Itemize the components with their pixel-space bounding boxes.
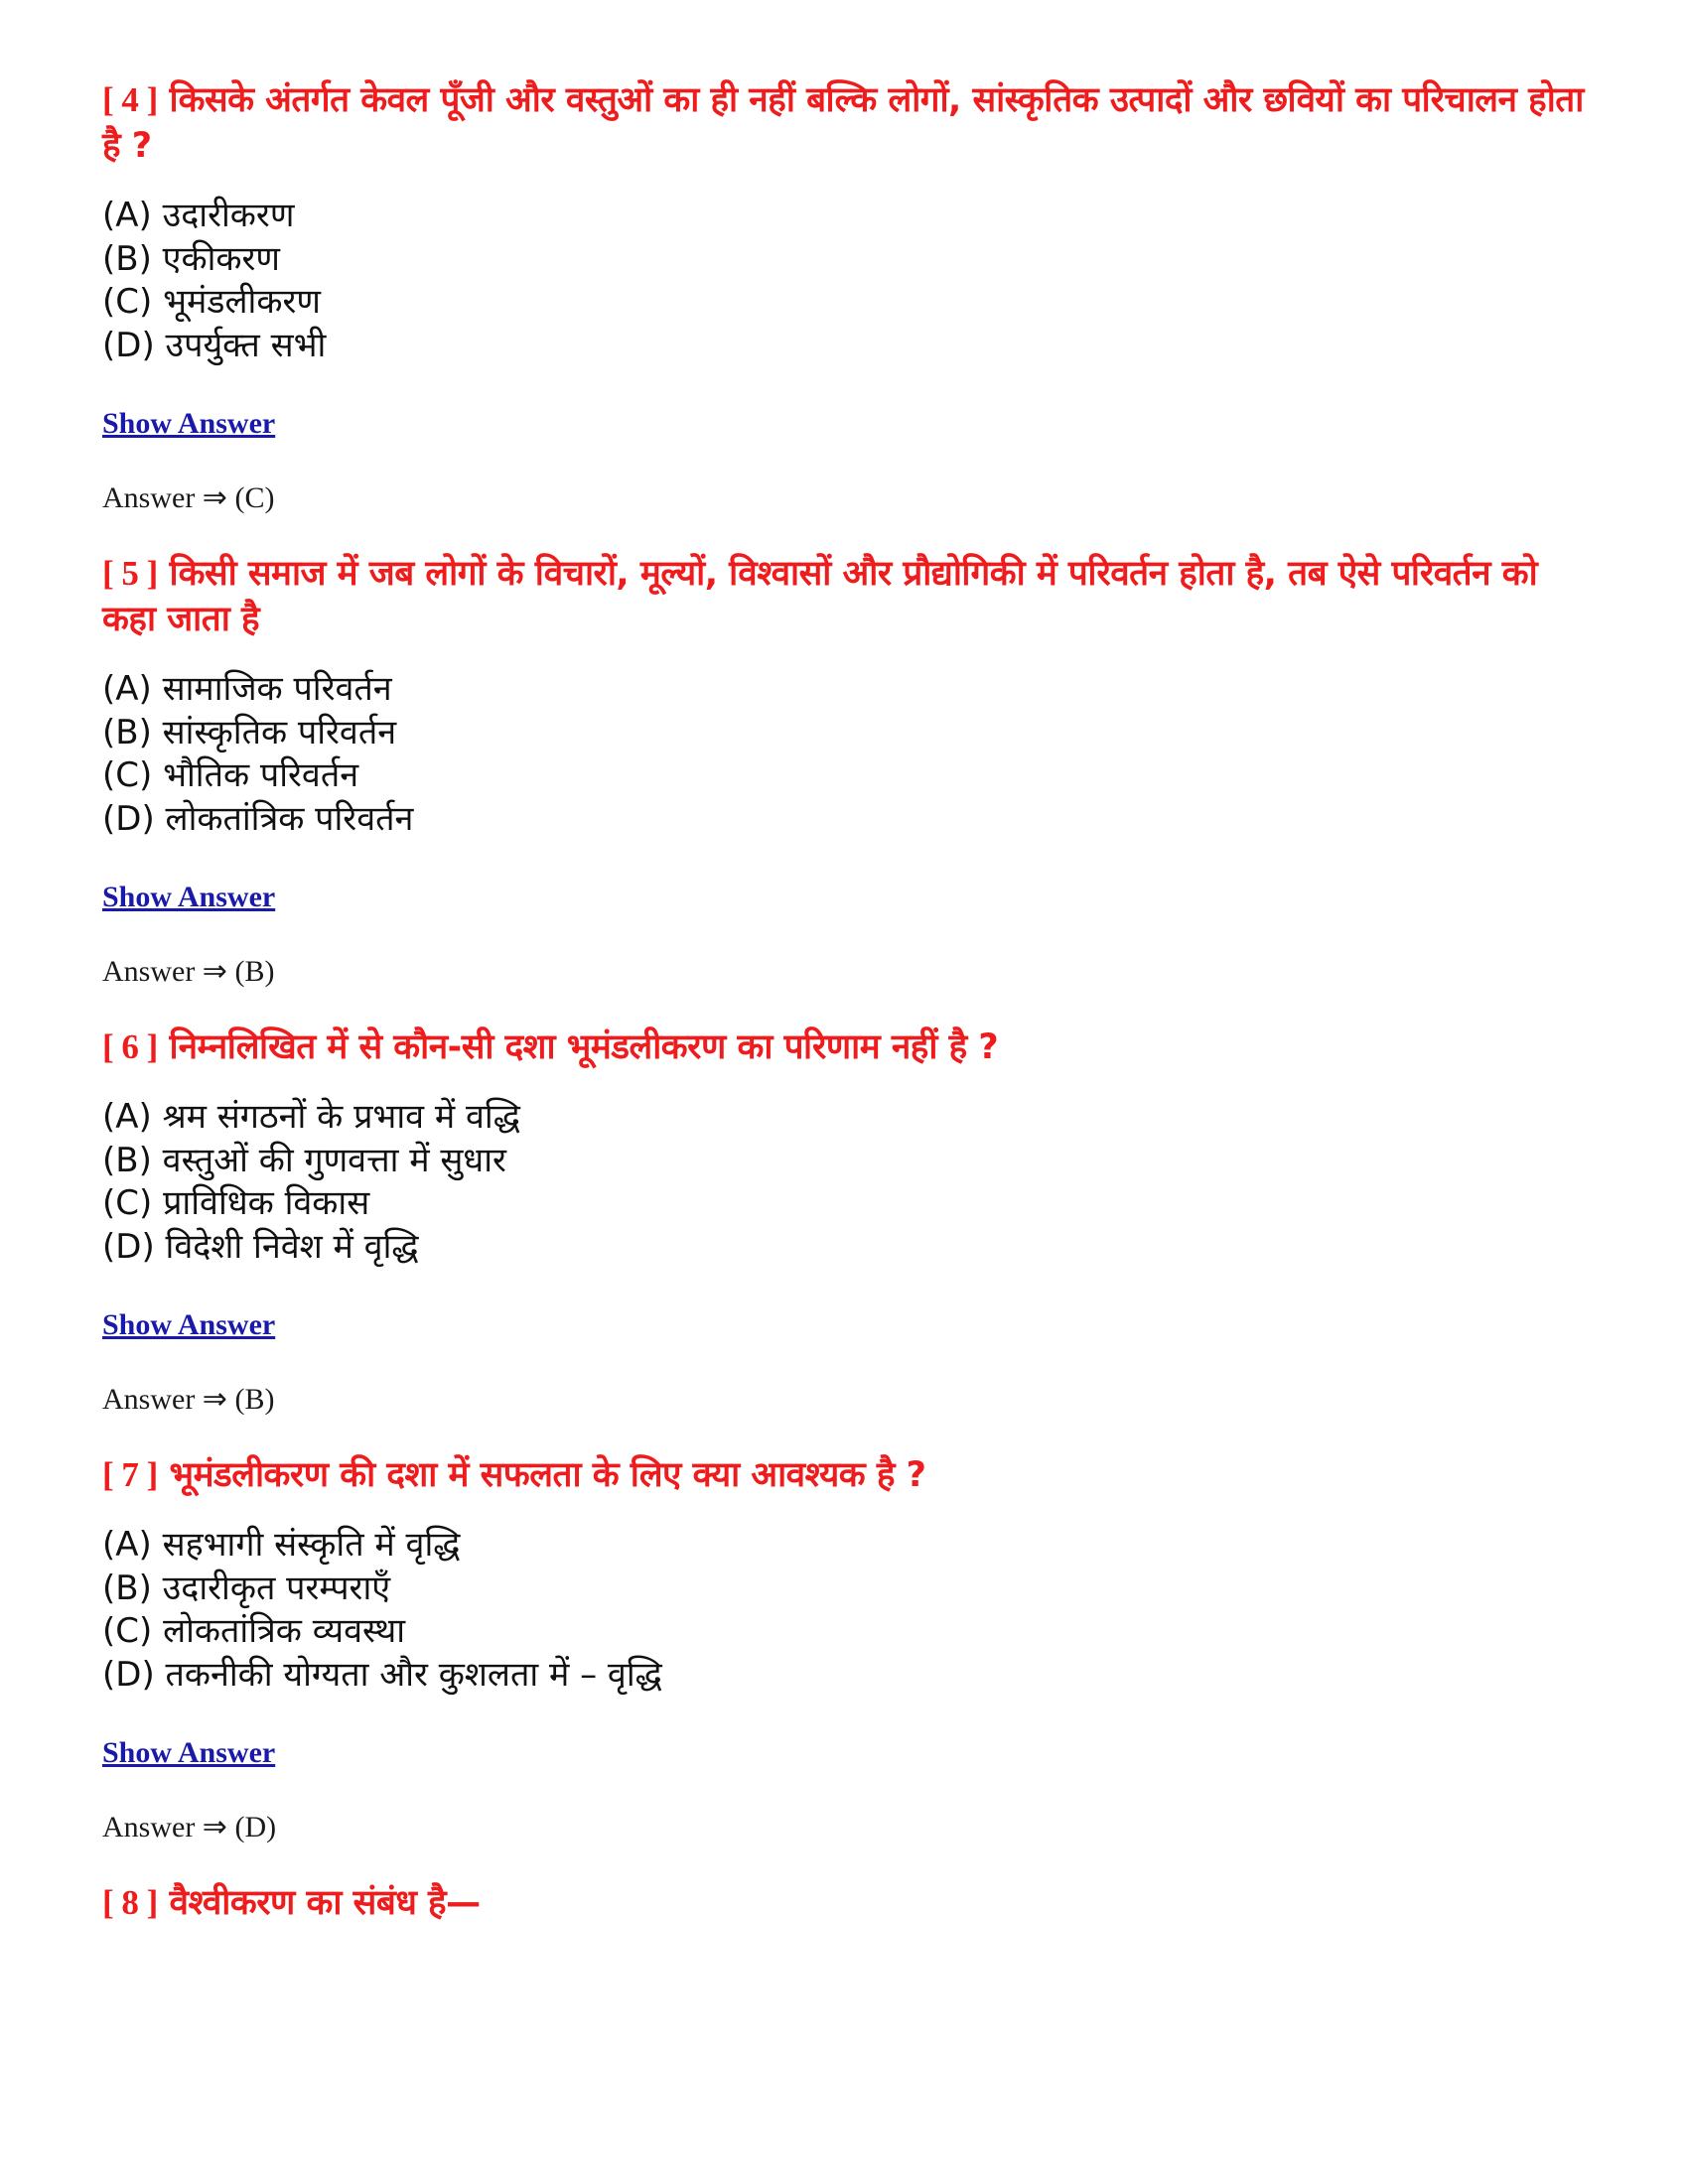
question-number: [ 7 ] (102, 1455, 158, 1494)
option-list (102, 1524, 1592, 1697)
option-b: (B) उदारीकृत परम्पराएँ (102, 1568, 391, 1608)
question-text: वैश्वीकरण का संबंध है— (169, 1883, 481, 1923)
option-list (102, 1096, 1592, 1269)
option-a: (A) सहभागी संस्कृति में वृद्धि (102, 1525, 461, 1565)
show-answer-link[interactable]: Show Answer (102, 407, 276, 440)
show-answer-link[interactable]: Show Answer (102, 1308, 276, 1341)
question-text: किसी समाज में जब लोगों के विचारों, मूल्यों, विश्वासों और प्रौद्योगिकी में परिवर्तन होता है, तब ऐसे परिवर्तन को कहा जाता है (102, 554, 1538, 639)
option-d: (D) विदेशी निवेश में वृद्धि (102, 1226, 419, 1267)
answer-text: Answer ⇒ (B) (102, 1383, 275, 1416)
question-number: [ 6 ] (102, 1027, 158, 1066)
question-title (102, 1880, 1592, 1926)
option-d: (D) लोकतांत्रिक परिवर्तन (102, 798, 414, 839)
option-b: (B) एकीकरण (102, 238, 280, 279)
question-text: किसके अंतर्गत केवल पूँजी और वस्तुओं का ही नहीं बल्कि लोगों, सांस्कृतिक उत्पादों और छवियों का परिचालन होता है ? (102, 80, 1584, 166)
question-number: [ 5 ] (102, 554, 158, 593)
option-a: (A) सामाजिक परिवर्तन (102, 669, 392, 709)
quiz-page (102, 77, 1592, 1952)
answer-text: Answer ⇒ (D) (102, 1811, 277, 1843)
question-title (102, 77, 1592, 169)
question-6 (102, 1024, 1592, 1417)
option-d: (D) तकनीकी योग्यता और कुशलता में – वृद्धि (102, 1654, 662, 1695)
show-answer-link[interactable]: Show Answer (102, 881, 276, 913)
question-4 (102, 77, 1592, 515)
question-text: भूमंडलीकरण की दशा में सफलता के लिए क्या आवश्यक है ? (169, 1455, 926, 1495)
question-number: [ 8 ] (102, 1883, 158, 1922)
show-answer-link[interactable]: Show Answer (102, 1736, 276, 1769)
option-c: (C) लोकतांत्रिक व्यवस्था (102, 1611, 406, 1651)
question-8 (102, 1880, 1592, 1926)
option-d: (D) उपर्युक्त सभी (102, 325, 327, 365)
option-list (102, 668, 1592, 841)
question-5 (102, 551, 1592, 989)
question-title (102, 551, 1592, 642)
question-number: [ 4 ] (102, 80, 158, 119)
option-b: (B) सांस्कृतिक परिवर्तन (102, 712, 397, 752)
option-a: (A) श्रम संगठनों के प्रभाव में वद्धि (102, 1097, 520, 1137)
option-list (102, 195, 1592, 367)
option-c: (C) भूमंडलीकरण (102, 282, 321, 322)
option-c: (C) प्राविधिक विकास (102, 1183, 370, 1223)
answer-text: Answer ⇒ (B) (102, 955, 275, 988)
option-b: (B) वस्तुओं की गुणवत्ता में सुधार (102, 1140, 506, 1180)
option-a: (A) उदारीकरण (102, 196, 295, 235)
question-text: निम्नलिखित में से कौन-सी दशा भूमंडलीकरण का परिणाम नहीं है ? (169, 1027, 999, 1067)
question-title (102, 1452, 1592, 1498)
question-title (102, 1024, 1592, 1070)
option-c: (C) भौतिक परिवर्तन (102, 755, 359, 795)
question-7 (102, 1452, 1592, 1844)
answer-text: Answer ⇒ (C) (102, 481, 275, 514)
